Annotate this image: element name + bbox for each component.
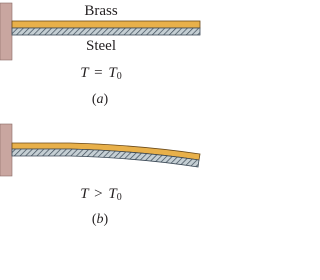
brass-layer-a: [12, 21, 200, 28]
steel-label: Steel: [86, 38, 116, 54]
caption-b-close: ): [103, 212, 109, 227]
equation-a-rhs: T: [108, 65, 117, 81]
wall-b: [0, 124, 12, 176]
caption-b-open: (: [91, 212, 97, 227]
caption-b: [92, 213, 108, 227]
equation-b-rhs-subscript: 0: [116, 192, 122, 203]
equation-b: [80, 187, 121, 203]
caption-b-letter: b: [96, 212, 104, 227]
caption-a: [92, 93, 108, 107]
steel-layer-a: [12, 28, 200, 35]
caption-a-open: (: [91, 92, 97, 107]
equation-a-operator: =: [94, 65, 103, 81]
equation-a-rhs-subscript: 0: [116, 71, 122, 82]
brass-label: Brass: [84, 3, 118, 19]
equation-b-operator: >: [94, 186, 103, 202]
wall-a: [0, 3, 12, 60]
equation-a: [80, 66, 121, 82]
equation-a-lhs: T: [80, 65, 89, 81]
equation-b-lhs: T: [80, 186, 89, 202]
panel-b-drawing: [0, 124, 200, 176]
caption-a-letter: a: [96, 92, 104, 107]
equation-b-rhs: T: [108, 186, 117, 202]
caption-a-close: ): [103, 92, 109, 107]
